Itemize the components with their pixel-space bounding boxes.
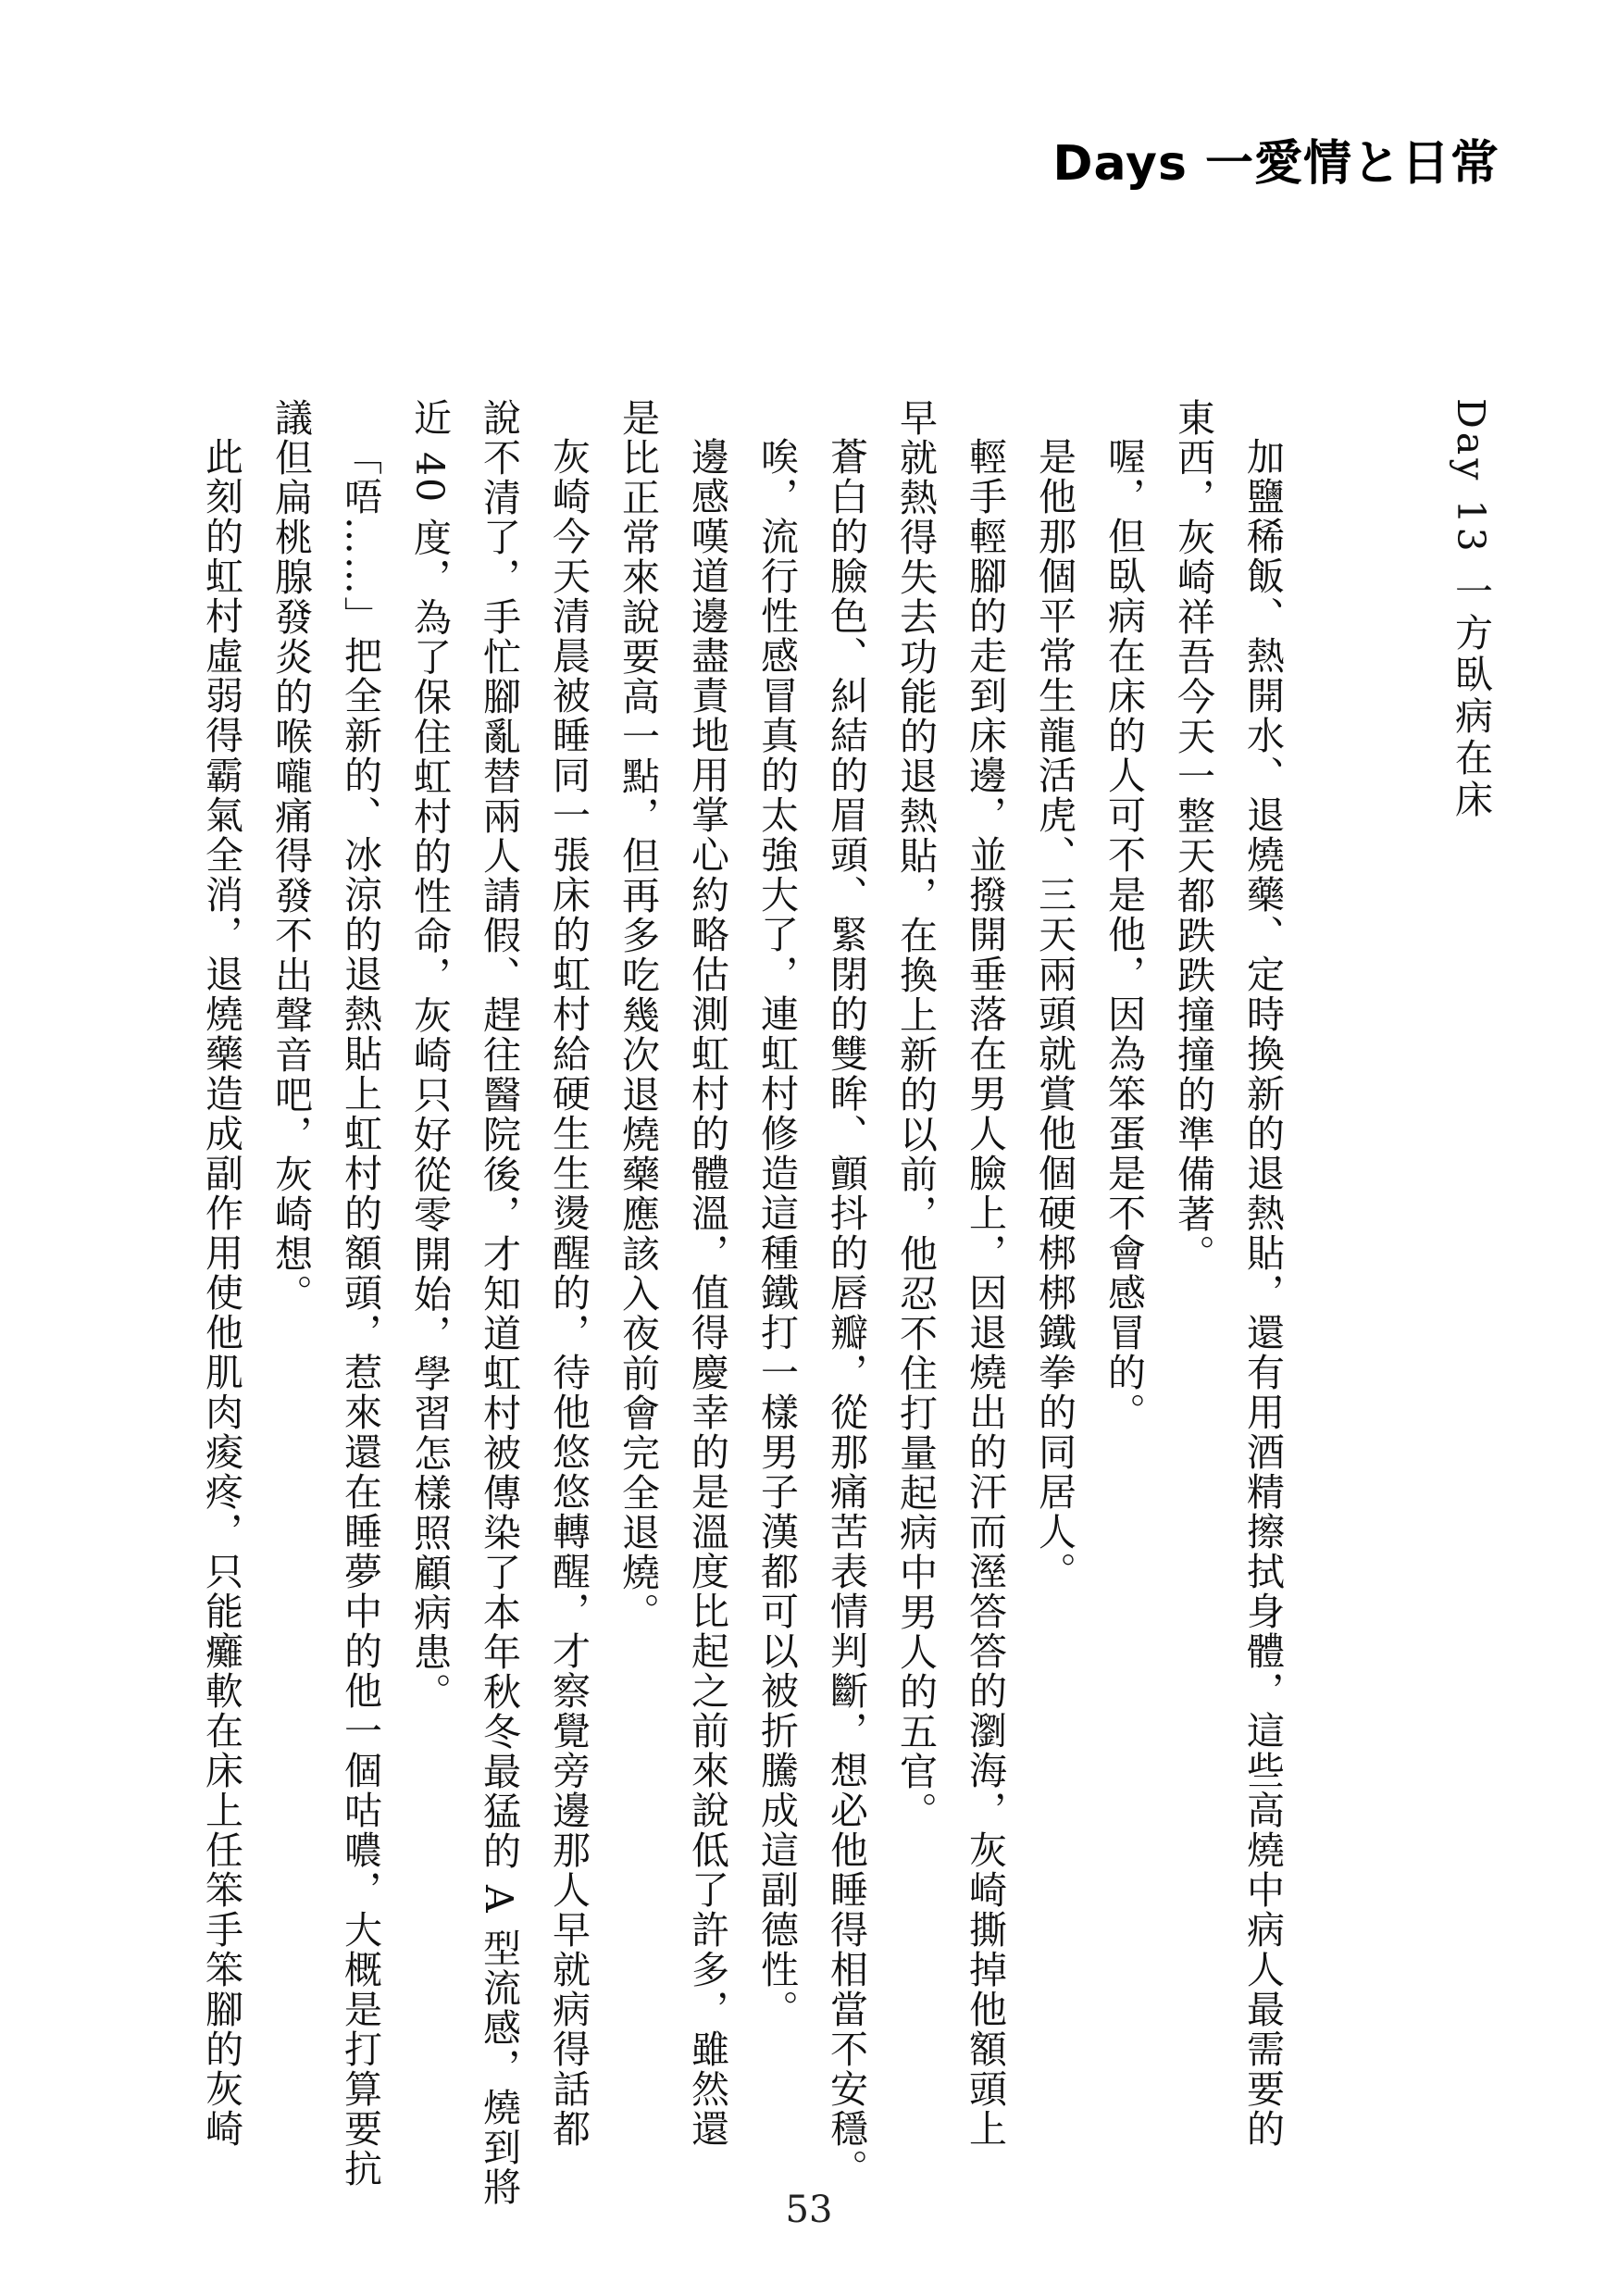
text-line: 議但扁桃腺發炎的喉嚨痛得發不出聲音吧，灰崎想。 <box>268 398 313 1314</box>
text-line: 此刻的虹村虛弱得霸氣全消，退燒藥造成副作用使他肌肉痠疼，只能癱軟在床上任笨手笨腳的灰崎 <box>199 437 243 2149</box>
text-line: 灰崎今天清晨被睡同一張床的虹村給硬生生燙醒的，待他悠悠轉醒，才察覺旁邊那人早就病得話都 <box>546 437 591 2149</box>
running-header-title: Days 一愛情と日常 <box>1052 136 1500 192</box>
text-line: 唉，流行性感冒真的太強大了，連虹村修造這種鐵打一樣男子漢都可以被折騰成這副德性。 <box>754 437 799 2029</box>
text-line: 「唔……」把全新的、冰涼的退熱貼上虹村的額頭，惹來還在睡夢中的他一個咕噥，大概是打算要抗 <box>338 437 382 2189</box>
text-line: 是他那個平常生龍活虎、三天兩頭就賞他個硬梆梆鐵拳的同居人。 <box>1032 437 1077 1591</box>
text-line: 東西，灰崎祥吾今天一整天都跌跌撞撞的準備著。 <box>1171 398 1215 1274</box>
text-line: 近 40 度，為了保住虹村的性命，灰崎只好從零開始，學習怎樣照顧病患。 <box>407 398 452 1713</box>
text-line: 喔，但臥病在床的人可不是他，因為笨蛋是不會感冒的。 <box>1101 437 1146 1432</box>
text-line: 邊感嘆道邊盡責地用掌心約略估測虹村的體溫，值得慶幸的是溫度比起之前來說低了許多，雖然還 <box>685 437 729 2149</box>
text-line: 說不清了，手忙腳亂替兩人請假、趕往醫院後，才知道虹村被傳染了本年秋冬最猛的 A 型流感，燒到將 <box>477 398 521 2207</box>
chapter-title: Day 13 一方臥病在床 <box>1449 398 1493 821</box>
text-line: 加鹽稀飯、熱開水、退燒藥、定時換新的退熱貼，還有用酒精擦拭身體，這些高燒中病人最需要的 <box>1240 437 1285 2149</box>
text-line: 蒼白的臉色、糾結的眉頭、緊閉的雙眸、顫抖的唇瓣，從那痛苦表情判斷，想必他睡得相當不安穩。 <box>824 437 868 2189</box>
page-number: 53 <box>785 2189 833 2231</box>
body-text <box>186 398 1505 2207</box>
text-line: 早就熱得失去功能的退熱貼，在換上新的以前，他忍不住打量起病中男人的五官。 <box>893 398 938 1831</box>
text-line: 是比正常來說要高一點，但再多吃幾次退燒藥應該入夜前會完全退燒。 <box>616 398 660 1632</box>
text-line: 輕手輕腳的走到床邊，並撥開垂落在男人臉上，因退燒出的汗而溼答答的瀏海，灰崎撕掉他額頭上 <box>963 437 1007 2149</box>
